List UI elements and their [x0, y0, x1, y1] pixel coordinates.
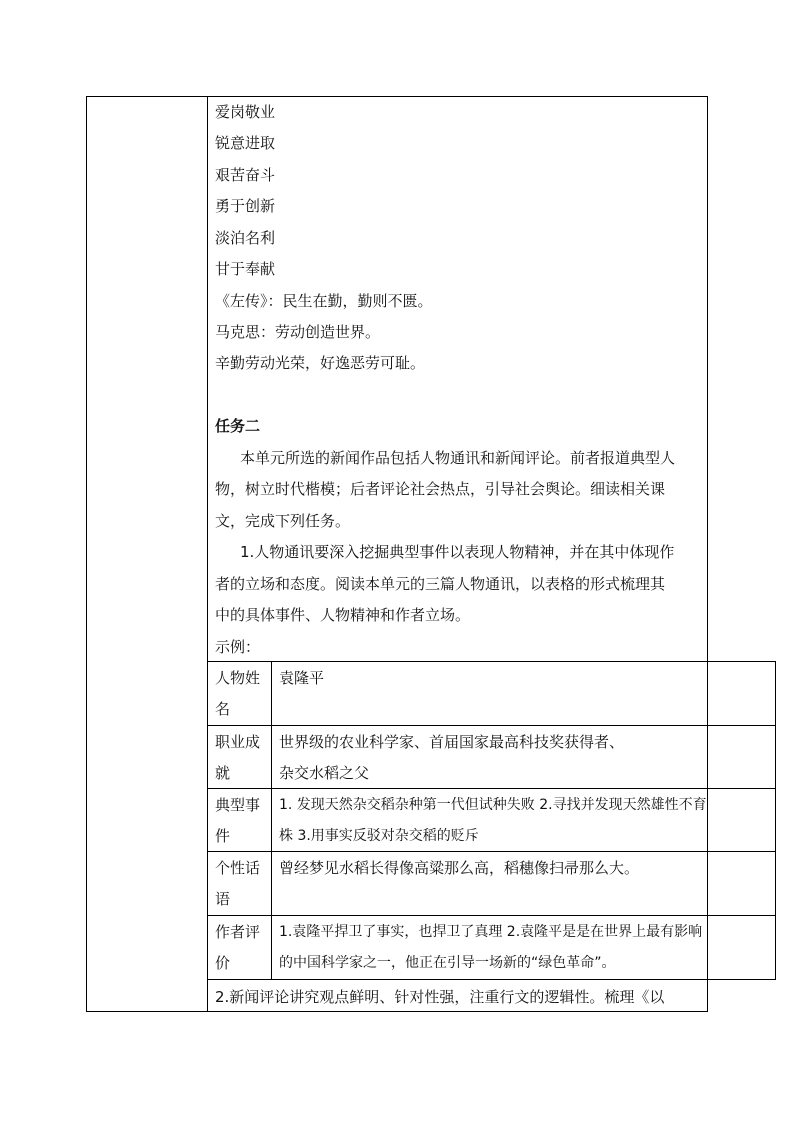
table-label: 典型事: [215, 796, 261, 814]
table-value: 株 3.用事实反驳对杂交稻的贬斥: [279, 828, 479, 844]
value-item: 艰苦奋斗: [215, 166, 276, 184]
task-intro-line: 本单元所选的新闻作品包括人物通讯和新闻评论。前者报道典型人: [240, 449, 676, 467]
task-item-line: 中的具体事件、人物精神和作者立场。: [215, 606, 471, 624]
value-item: 爱岗敬业: [215, 103, 276, 121]
task-title: 任务二: [215, 417, 261, 435]
quote-line: 马克思：劳动创造世界。: [215, 323, 381, 341]
table-label: 人物姓: [215, 669, 261, 687]
table-label: 作者评: [215, 923, 261, 941]
table-value: 曾经梦见水稻长得像高粱那么高，稻穗像扫帚那么大。: [279, 859, 640, 877]
quote-line: 辛勤劳动光荣，好逸恶劳可耻。: [215, 354, 426, 372]
table-value: 袁隆平: [279, 669, 325, 687]
table-label: 个性话: [215, 859, 261, 877]
table-value: 的中国科学家之一，他正在引导一场新的“绿色革命”。: [279, 955, 616, 971]
outer-table-column-divider: [207, 96, 208, 1012]
table-label: 件: [215, 827, 231, 845]
task-item-line: 1.人物通讯要深入挖掘典型事件以表现人物精神，并在其中体现作: [240, 543, 675, 561]
table-border: [271, 661, 272, 980]
value-item: 淡泊名利: [215, 229, 276, 247]
example-label: 示例：: [215, 638, 261, 656]
table-border: [207, 915, 776, 916]
value-item: 甘于奉献: [215, 260, 276, 278]
table-label: 语: [215, 890, 231, 908]
table-label: 名: [215, 700, 231, 718]
table-label: 就: [215, 764, 231, 782]
table-border: [775, 661, 776, 980]
table-value: 杂交水稻之父: [279, 764, 370, 782]
table-border: [207, 979, 776, 980]
table-border: [207, 661, 776, 662]
value-item: 勇于创新: [215, 197, 276, 215]
table-border: [207, 725, 776, 726]
task-intro-line: 物，树立时代楷模；后者评论社会热点，引导社会舆论。细读相关课: [215, 480, 666, 498]
table-value: 世界级的农业科学家、首届国家最高科技奖获得者、: [279, 733, 625, 751]
task-intro-line: 文，完成下列任务。: [215, 512, 351, 530]
table-label: 职业成: [215, 733, 261, 751]
quote-line: 《左传》：民生在勤，勤则不匮。: [215, 292, 433, 310]
task-item-line: 2.新闻评论讲究观点鲜明、针对性强，注重行文的逻辑性。梳理《以: [215, 988, 665, 1006]
table-label: 价: [215, 954, 231, 972]
task-item-line: 者的立场和态度。阅读本单元的三篇人物通讯，以表格的形式梳理其: [215, 575, 666, 593]
value-item: 锐意进取: [215, 134, 276, 152]
table-value: 1. 发现天然杂交稻杂种第一代但试种失败 2.寻找并发现天然雄性不育: [279, 797, 707, 813]
table-value: 1.袁隆平捍卫了事实，也捍卫了真理 2.袁隆平是是在世界上最有影响: [279, 924, 703, 940]
